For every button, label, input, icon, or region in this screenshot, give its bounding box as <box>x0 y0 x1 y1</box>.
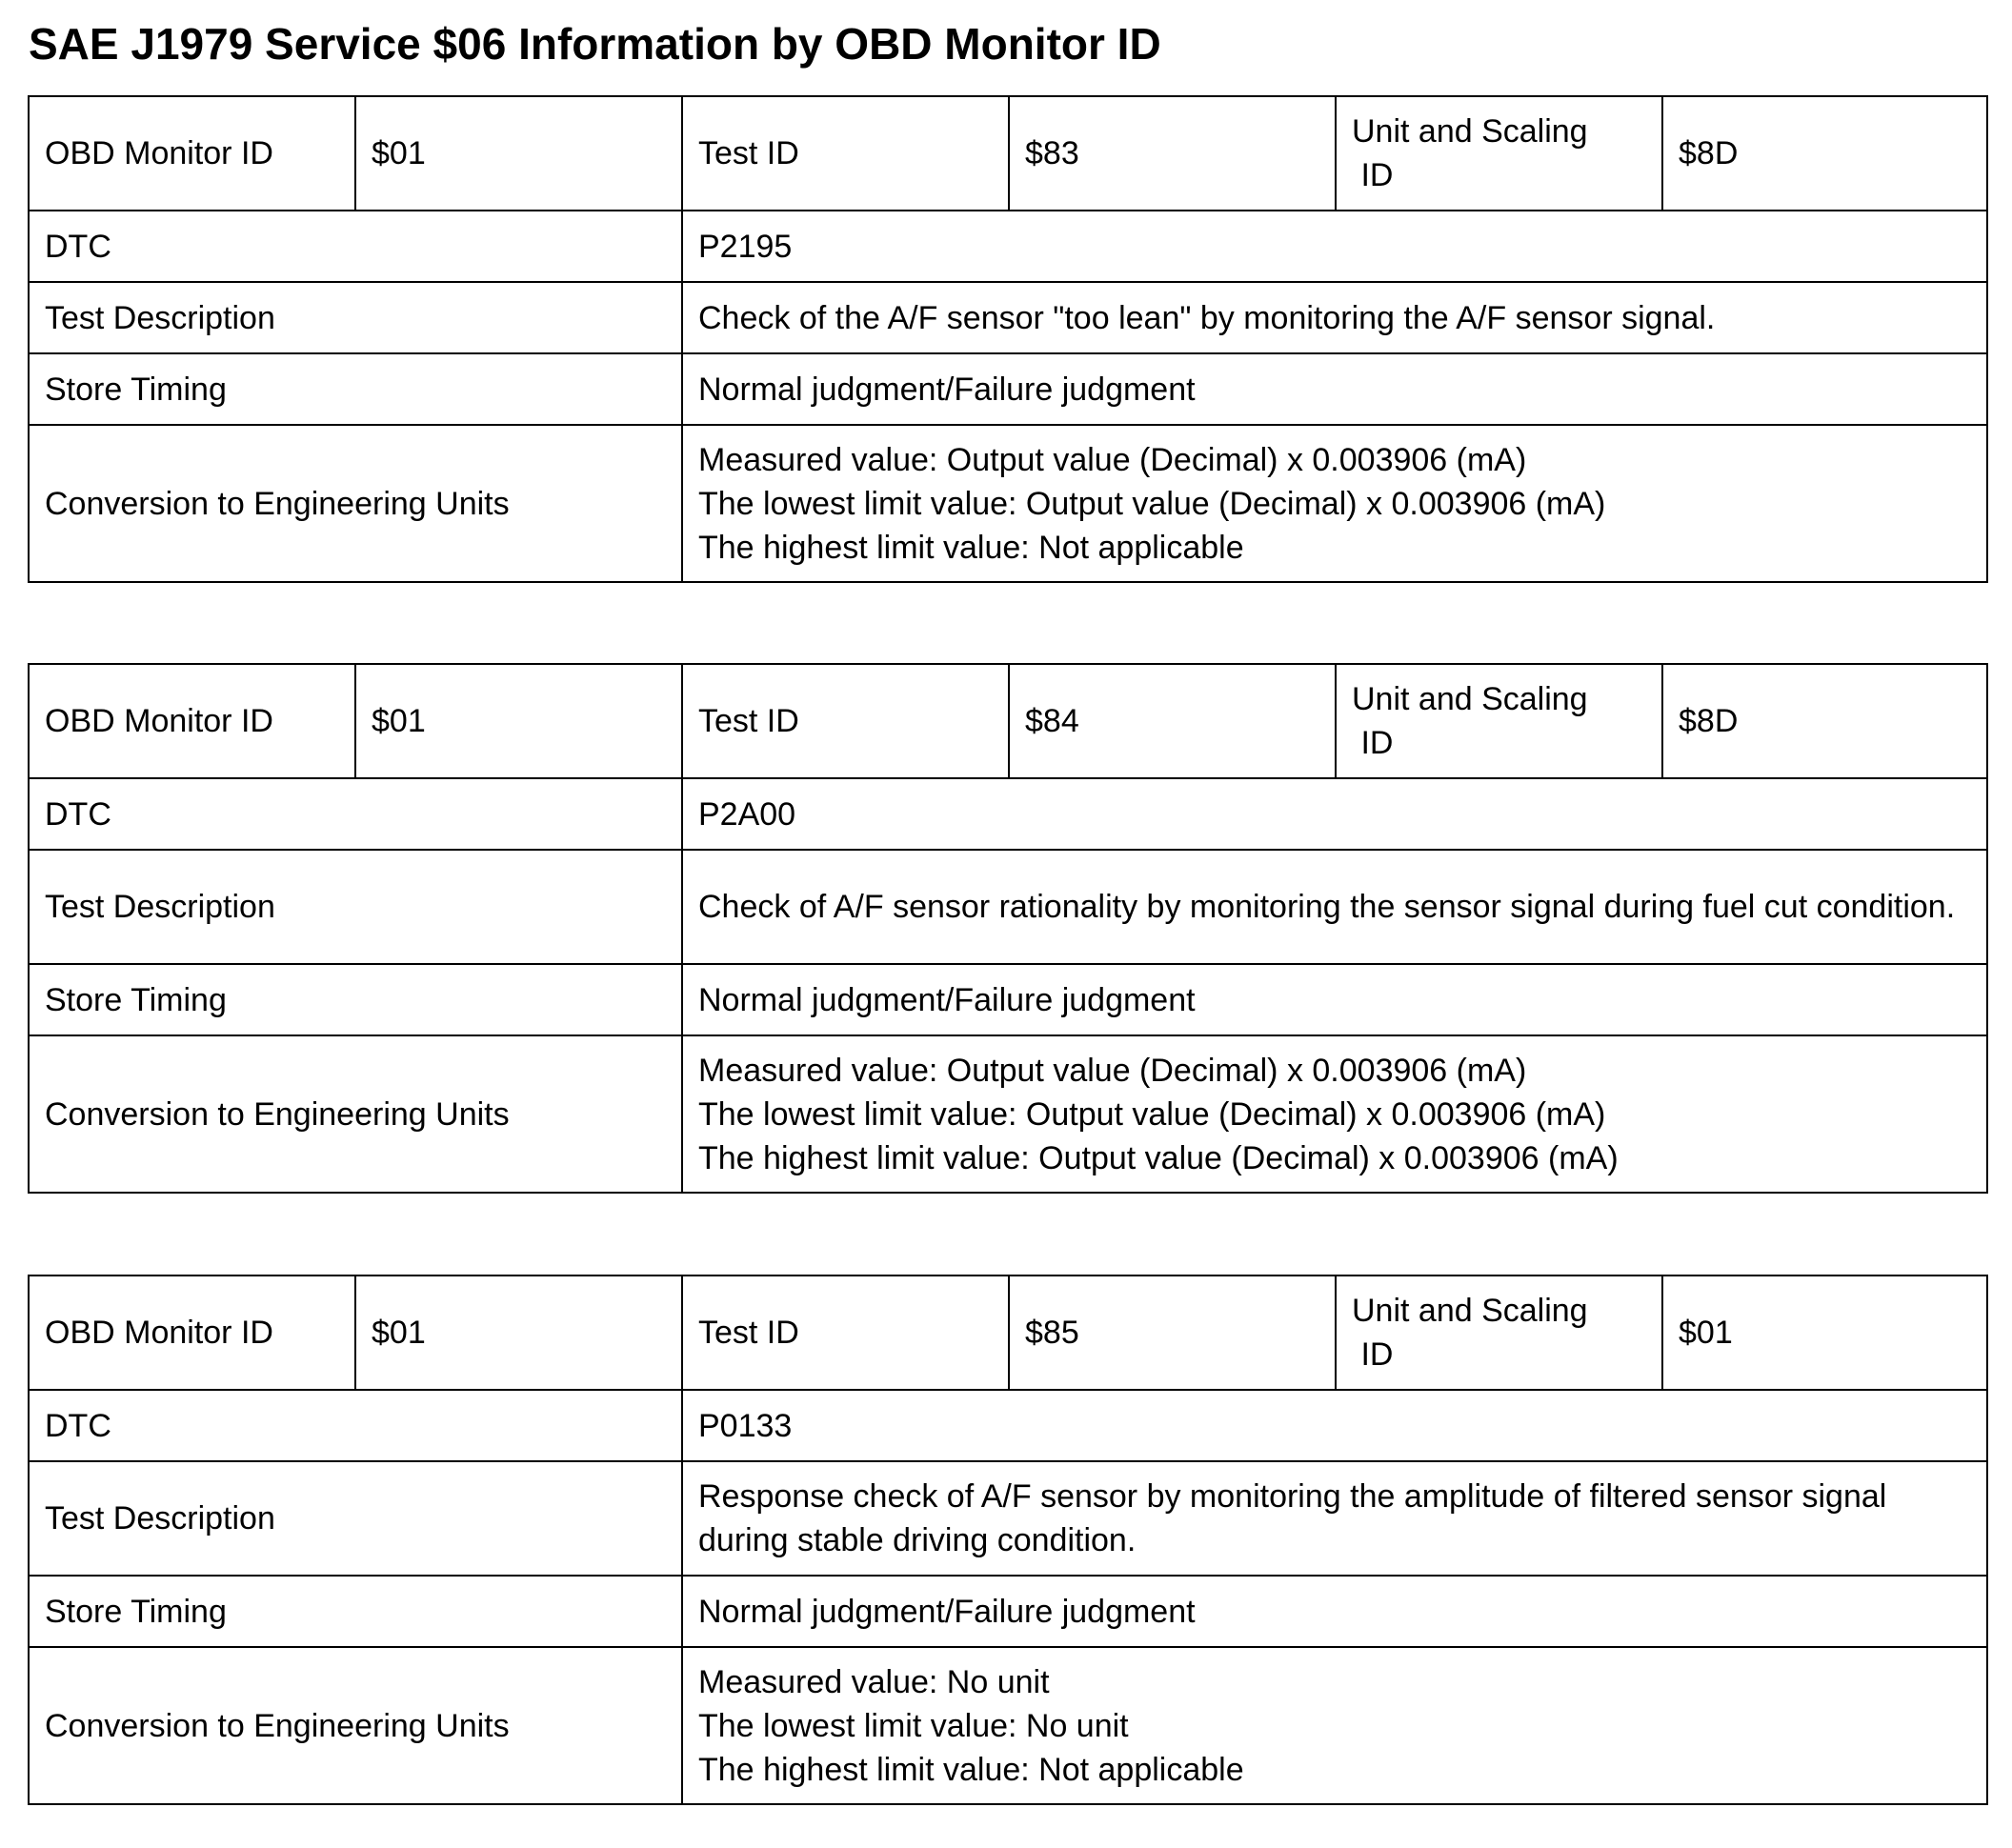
table-row <box>29 850 1987 964</box>
test-description-value <box>682 282 1987 353</box>
dtc-value: P0133 <box>682 1390 1987 1461</box>
test-description-text: Check of A/F sensor rationality by monitoring the sensor signal during fuel cut condition. <box>698 889 1956 925</box>
obd-monitor-table <box>28 663 1988 1194</box>
obd-monitor-table <box>28 1275 1988 1805</box>
obd-monitor-id-value: $01 <box>355 664 682 778</box>
unit-scaling-label-line: ID <box>1352 157 1394 193</box>
conversion-label: Conversion to Engineering Units <box>29 1035 682 1193</box>
dtc-label: DTC <box>29 211 682 282</box>
test-description-value <box>682 850 1987 964</box>
test-id-label: Test ID <box>682 1276 1009 1390</box>
table-row <box>29 211 1987 282</box>
unit-scaling-id-label <box>1336 96 1662 211</box>
unit-scaling-id-value: $8D <box>1662 664 1987 778</box>
conversion-line: Measured value: No unit <box>698 1663 1050 1700</box>
table-row <box>29 664 1987 778</box>
conversion-line: The highest limit value: Not applicable <box>698 1751 1244 1788</box>
dtc-value: P2195 <box>682 211 1987 282</box>
test-description-label: Test Description <box>29 850 682 964</box>
table-row <box>29 778 1987 850</box>
unit-scaling-label-line: Unit and Scaling <box>1352 1293 1588 1329</box>
obd-monitor-id-label: OBD Monitor ID <box>29 1276 355 1390</box>
store-timing-value: Normal judgment/Failure judgment <box>682 964 1987 1035</box>
obd-monitor-id-label: OBD Monitor ID <box>29 664 355 778</box>
dtc-label: DTC <box>29 1390 682 1461</box>
obd-monitor-id-value: $01 <box>355 96 682 211</box>
test-description-text: Response check of A/F sensor by monitoring the amplitude of filtered sensor signal during stable driving condition. <box>698 1478 1887 1558</box>
conversion-line: The lowest limit value: Output value (Decimal) x 0.003906 (mA) <box>698 1095 1606 1133</box>
test-id-value: $83 <box>1009 96 1336 211</box>
table-row <box>29 1576 1987 1647</box>
table-row <box>29 425 1987 582</box>
table-row <box>29 1647 1987 1804</box>
test-description-label: Test Description <box>29 1461 682 1576</box>
store-timing-label: Store Timing <box>29 353 682 425</box>
test-description-label: Test Description <box>29 282 682 353</box>
store-timing-value: Normal judgment/Failure judgment <box>682 353 1987 425</box>
conversion-line: Measured value: Output value (Decimal) x 0.003906 (mA) <box>698 1052 1527 1089</box>
test-id-label: Test ID <box>682 96 1009 211</box>
conversion-label: Conversion to Engineering Units <box>29 425 682 582</box>
store-timing-label: Store Timing <box>29 964 682 1035</box>
unit-scaling-label-line: ID <box>1352 725 1394 761</box>
unit-scaling-id-label <box>1336 664 1662 778</box>
unit-scaling-id-value: $01 <box>1662 1276 1987 1390</box>
obd-monitor-id-value: $01 <box>355 1276 682 1390</box>
unit-scaling-id-label <box>1336 1276 1662 1390</box>
conversion-line: The lowest limit value: No unit <box>698 1707 1129 1744</box>
unit-scaling-id-value: $8D <box>1662 96 1987 211</box>
obd-monitor-id-label: OBD Monitor ID <box>29 96 355 211</box>
conversion-label: Conversion to Engineering Units <box>29 1647 682 1804</box>
test-id-value: $85 <box>1009 1276 1336 1390</box>
conversion-line: The highest limit value: Output value (Decimal) x 0.003906 (mA) <box>698 1139 1619 1176</box>
conversion-line: Measured value: Output value (Decimal) x 0.003906 (mA) <box>698 441 1527 478</box>
unit-scaling-label-line: ID <box>1352 1336 1394 1373</box>
table-row <box>29 282 1987 353</box>
table-row <box>29 1276 1987 1390</box>
table-row <box>29 353 1987 425</box>
test-description-text: Check of the A/F sensor "too lean" by monitoring the A/F sensor signal. <box>698 299 1716 336</box>
test-description-value <box>682 1461 1987 1576</box>
table-row <box>29 96 1987 211</box>
table-row <box>29 1035 1987 1193</box>
conversion-line: The lowest limit value: Output value (Decimal) x 0.003906 (mA) <box>698 485 1606 522</box>
table-row <box>29 964 1987 1035</box>
table-row <box>29 1390 1987 1461</box>
test-id-label: Test ID <box>682 664 1009 778</box>
table-row <box>29 1461 1987 1576</box>
unit-scaling-label-line: Unit and Scaling <box>1352 113 1588 150</box>
store-timing-value: Normal judgment/Failure judgment <box>682 1576 1987 1647</box>
obd-monitor-table <box>28 95 1988 583</box>
conversion-value <box>682 1647 1987 1804</box>
store-timing-label: Store Timing <box>29 1576 682 1647</box>
unit-scaling-label-line: Unit and Scaling <box>1352 681 1588 717</box>
test-id-value: $84 <box>1009 664 1336 778</box>
conversion-value <box>682 425 1987 582</box>
conversion-value <box>682 1035 1987 1193</box>
dtc-value: P2A00 <box>682 778 1987 850</box>
conversion-line: The highest limit value: Not applicable <box>698 529 1244 566</box>
dtc-label: DTC <box>29 778 682 850</box>
document-title: SAE J1979 Service $06 Information by OBD Monitor ID <box>29 19 1161 69</box>
